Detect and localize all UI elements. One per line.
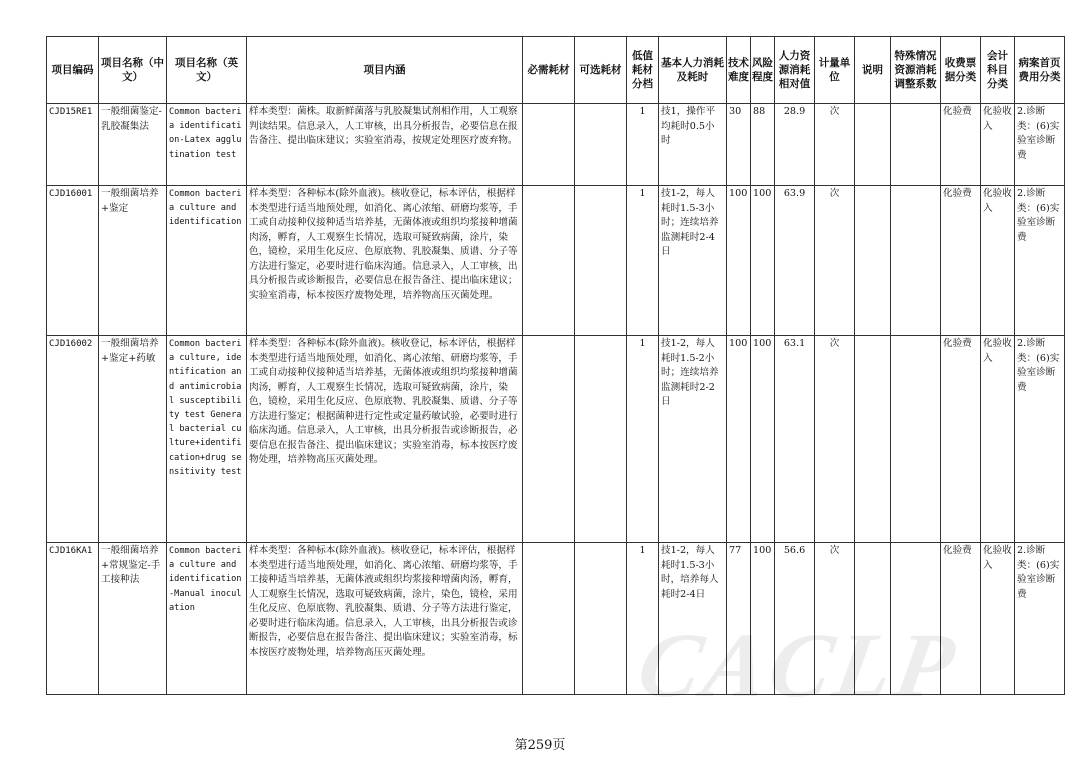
- row-tier: 1: [627, 186, 659, 336]
- col-header-name-en: 项目名称（英文）: [167, 37, 247, 104]
- col-header-relative: 人力资源消耗相对值: [775, 37, 815, 104]
- col-header-labor: 基本人力消耗及耗时: [659, 37, 727, 104]
- row-name-cn: 一般细菌鉴定-乳胶凝集法: [99, 104, 167, 186]
- col-header-name-cn: 项目名称（中文）: [99, 37, 167, 104]
- row-account: 化验收入: [981, 543, 1015, 695]
- row-required: [523, 186, 575, 336]
- row-labor: 技1-2，每人耗时1.5-3小时；连续培养监测耗时2-4日: [659, 186, 727, 336]
- row-account: 化验收入: [981, 104, 1015, 186]
- row-code: CJD16001: [47, 186, 99, 336]
- row-required: [523, 104, 575, 186]
- row-risk: 100: [751, 186, 775, 336]
- row-content: 样本类型：各种标本(除外血液)。核收登记，标本评估，根据样本类型进行适当地预处理，如消化、离心浓缩、研磨均浆等，手工接种适当培养基，无菌体液或组织均浆接种增菌肉汤，孵育，人工观察生长情况，选取可疑致病菌，涂片，染色，镜检，采用生化反应、色原底物、乳胶凝集、质谱、分子等方法进行鉴定，必要时进行临床沟通。信息录入，人工审核，出具分析报告或诊断报告，必要信息在报告备注、提出临床建议；实验室消毒，标本按医疗废物处理，培养物高压灭菌处理。: [247, 543, 523, 695]
- row-relative: 28.9: [775, 104, 815, 186]
- row-name-cn: 一般细菌培养+常规鉴定-手工接种法: [99, 543, 167, 695]
- table-row: [47, 104, 1065, 186]
- row-labor: 技1-2，每人耗时1.5-3小时，培养每人耗时2-4日: [659, 543, 727, 695]
- row-content: 样本类型：各种标本(除外血液)。核收登记，标本评估，根据样本类型进行适当地预处理，如消化、离心浓缩、研磨均浆等，手工或自动接种仪接种适当培养基，无菌体液或组织均浆接种增菌肉汤，孵育，人工观察生长情况，选取可疑致病菌，涂片，染色，镜检，采用生化反应、色原底物、乳胶凝集、质谱、分子等方法进行鉴定，必要时进行临床沟通。信息录入，人工审核，出具分析报告或诊断报告，必要信息在报告备注、提出临床建议；实验室消毒，标本按医疗废物处理，培养物高压灭菌处理。: [247, 186, 523, 336]
- row-bill: 化验费: [941, 104, 981, 186]
- page-number: 第259页: [514, 738, 566, 753]
- row-bill: 化验费: [941, 186, 981, 336]
- row-relative: 56.6: [775, 543, 815, 695]
- row-code: CJD15RE1: [47, 104, 99, 186]
- row-unit: 次: [815, 336, 855, 543]
- col-header-risk: 风险程度: [751, 37, 775, 104]
- row-tier: 1: [627, 104, 659, 186]
- fee-table: [46, 36, 1065, 695]
- col-header-coef: 特殊情况资源消耗调整系数: [891, 37, 941, 104]
- row-code: CJD16002: [47, 336, 99, 543]
- row-name-en: Common bacteria culture and identification-Manual inoculation: [167, 543, 247, 695]
- row-optional: [575, 543, 627, 695]
- row-optional: [575, 104, 627, 186]
- row-required: [523, 336, 575, 543]
- row-note: [855, 336, 891, 543]
- row-name-cn: 一般细菌培养+鉴定: [99, 186, 167, 336]
- row-account: 化验收入: [981, 336, 1015, 543]
- col-header-bill: 收费票据分类: [941, 37, 981, 104]
- row-content: 样本类型：菌株。取新鲜菌落与乳胶凝集试剂相作用，人工观察判读结果。信息录入，人工审核，出具分析报告，必要信息在报告备注、提出临床建议；实验室消毒，按规定处理医疗废弃物。: [247, 104, 523, 186]
- row-record: 2.诊断类：(6)实验室诊断费: [1015, 186, 1065, 336]
- col-header-tier: 低值耗材分档: [627, 37, 659, 104]
- row-note: [855, 543, 891, 695]
- row-record: 2.诊断类：(6)实验室诊断费: [1015, 104, 1065, 186]
- row-tier: 1: [627, 543, 659, 695]
- row-risk: 88: [751, 104, 775, 186]
- row-name-en: Common bacteria identification-Latex agglutination test: [167, 104, 247, 186]
- row-record: 2.诊断类：(6)实验室诊断费: [1015, 543, 1065, 695]
- row-unit: 次: [815, 186, 855, 336]
- row-difficulty: 77: [727, 543, 751, 695]
- row-relative: 63.1: [775, 336, 815, 543]
- col-header-code: 项目编码: [47, 37, 99, 104]
- row-bill: 化验费: [941, 336, 981, 543]
- col-header-account: 会计科目分类: [981, 37, 1015, 104]
- table-row: [47, 186, 1065, 336]
- row-name-en: Common bacteria culture and identification: [167, 186, 247, 336]
- row-coef: [891, 104, 941, 186]
- watermark: CACLP: [631, 614, 966, 716]
- row-optional: [575, 336, 627, 543]
- row-code: CJD16KA1: [47, 543, 99, 695]
- row-coef: [891, 186, 941, 336]
- table-row: [47, 543, 1065, 695]
- row-coef: [891, 336, 941, 543]
- row-content: 样本类型：各种标本(除外血液)。核收登记，标本评估，根据样本类型进行适当地预处理，如消化、离心浓缩、研磨均浆等，手工或自动接种仪接种适当培养基，无菌体液或组织均浆接种增菌肉汤，孵育，人工观察生长情况，选取可疑致病菌，涂片，染色，镜检，采用生化反应、色原底物、乳胶凝集、质谱、分子等方法进行鉴定；根据菌种进行定性或定量药敏试验，必要时进行临床沟通。信息录入，人工审核，出具分析报告或诊断报告，必要信息在报告备注、提出临床建议；实验室消毒，标本按医疗废物处理，培养物高压灭菌处理。: [247, 336, 523, 543]
- col-header-required: 必需耗材: [523, 37, 575, 104]
- row-name-cn: 一般细菌培养+鉴定+药敏: [99, 336, 167, 543]
- row-tier: 1: [627, 336, 659, 543]
- col-header-record: 病案首页费用分类: [1015, 37, 1065, 104]
- col-header-unit: 计量单位: [815, 37, 855, 104]
- row-required: [523, 543, 575, 695]
- row-unit: 次: [815, 104, 855, 186]
- row-difficulty: 100: [727, 336, 751, 543]
- row-labor: 技1，操作平均耗时0.5小时: [659, 104, 727, 186]
- col-header-content: 项目内涵: [247, 37, 523, 104]
- row-account: 化验收入: [981, 186, 1015, 336]
- col-header-optional: 可选耗材: [575, 37, 627, 104]
- row-labor: 技1-2，每人耗时1.5-2小时；连续培养监测耗时2-2日: [659, 336, 727, 543]
- row-risk: 100: [751, 336, 775, 543]
- row-difficulty: 30: [727, 104, 751, 186]
- row-note: [855, 186, 891, 336]
- row-coef: [891, 543, 941, 695]
- col-header-difficulty: 技术难度: [727, 37, 751, 104]
- row-record: 2.诊断类：(6)实验室诊断费: [1015, 336, 1065, 543]
- table-row: [47, 336, 1065, 543]
- row-note: [855, 104, 891, 186]
- row-relative: 63.9: [775, 186, 815, 336]
- row-difficulty: 100: [727, 186, 751, 336]
- col-header-note: 说明: [855, 37, 891, 104]
- header-row: [47, 37, 1065, 104]
- row-bill: 化验费: [941, 543, 981, 695]
- table-body: [47, 104, 1065, 695]
- row-optional: [575, 186, 627, 336]
- row-risk: 100: [751, 543, 775, 695]
- row-name-en: Common bacteria culture, identification and antimicrobial susceptibility test General bacterial culture+identification+drug sensitivity test: [167, 336, 247, 543]
- row-unit: 次: [815, 543, 855, 695]
